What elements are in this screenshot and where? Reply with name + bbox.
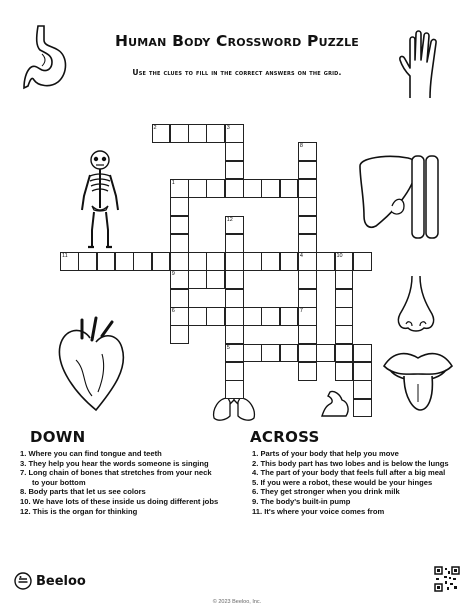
grid-cell[interactable] (225, 142, 244, 161)
down-clue: 12. This is the organ for thinking (20, 506, 138, 516)
grid-cell[interactable] (353, 380, 372, 399)
cell-number: 6 (171, 308, 175, 314)
nose-icon (394, 274, 438, 336)
grid-cell[interactable] (298, 344, 317, 363)
across-clue: 2. This body part has two lobes and is below the lungs (252, 458, 449, 468)
grid-cell[interactable] (170, 270, 189, 289)
grid-cell[interactable] (298, 197, 317, 216)
grid-cell[interactable] (152, 252, 171, 271)
grid-cell[interactable] (206, 179, 225, 198)
grid-cell[interactable] (225, 161, 244, 180)
grid-cell[interactable] (115, 252, 134, 271)
grid-cell[interactable] (261, 344, 280, 363)
cell-number: 7 (299, 308, 303, 314)
grid-cell[interactable] (335, 344, 354, 363)
grid-cell[interactable] (170, 307, 189, 326)
grid-cell[interactable] (280, 344, 299, 363)
grid-cell[interactable] (261, 307, 280, 326)
cell-number: 10 (336, 253, 343, 260)
grid-cell[interactable] (298, 270, 317, 289)
grid-cell[interactable] (225, 270, 244, 289)
heart-icon (52, 316, 132, 416)
liver-icon (356, 150, 448, 242)
grid-cell[interactable] (225, 252, 244, 271)
grid-cell[interactable] (243, 252, 262, 271)
cell-number: 8 (299, 143, 303, 150)
across-clue: 1. Parts of your body that help you move (252, 449, 399, 458)
grid-cell[interactable] (353, 344, 372, 363)
grid-cell[interactable] (298, 307, 317, 326)
down-clue: 1. Where you can find tongue and teeth (20, 449, 162, 458)
grid-cell[interactable] (170, 124, 189, 143)
grid-cell[interactable] (170, 234, 189, 253)
grid-cell[interactable] (335, 252, 354, 271)
bee-icon (14, 572, 32, 590)
grid-cell[interactable] (225, 289, 244, 308)
across-clue: 4. The part of your body that feels full after a big meal (252, 468, 446, 478)
across-clues (252, 449, 460, 516)
instructions: Use the clues to fill in the correct answers on the grid. (132, 68, 342, 77)
cell-number: 1 (171, 179, 175, 186)
down-clue: 7. Long chain of bones that stretches from your neck to your bottom (20, 468, 212, 487)
cell-number: 3 (226, 125, 230, 131)
grid-cell[interactable] (353, 252, 372, 271)
grid-cell[interactable] (97, 252, 116, 271)
grid-cell[interactable] (225, 179, 244, 198)
grid-cell[interactable] (298, 161, 317, 180)
grid-cell[interactable] (170, 325, 189, 344)
grid-cell[interactable] (298, 142, 317, 161)
grid-cell[interactable] (225, 216, 244, 235)
grid-cell[interactable] (188, 270, 207, 289)
grid-cell[interactable] (206, 307, 225, 326)
brand-name: Beeloo (36, 573, 86, 589)
grid-cell[interactable] (298, 216, 317, 235)
down-clues (20, 449, 220, 516)
grid-cell[interactable] (225, 362, 244, 381)
cell-number: 11 (62, 253, 68, 260)
grid-cell[interactable] (280, 307, 299, 326)
across-clue: 11. It's where your voice comes from (252, 506, 385, 516)
cell-number: 9 (171, 271, 175, 278)
grid-cell[interactable] (225, 307, 244, 326)
across-heading: ACROSS (250, 428, 320, 446)
grid-cell[interactable] (133, 252, 152, 271)
cell-number: 2 (153, 125, 157, 131)
grid-cell[interactable] (298, 234, 317, 253)
grid-cell[interactable] (243, 307, 262, 326)
stomach-icon (22, 24, 72, 96)
grid-cell[interactable] (188, 179, 207, 198)
page-title: Human Body Crossword Puzzle (114, 32, 360, 50)
grid-cell[interactable] (261, 252, 280, 271)
grid-cell[interactable] (60, 252, 79, 271)
grid-cell[interactable] (170, 216, 189, 235)
grid-cell[interactable] (206, 252, 225, 271)
grid-cell[interactable] (170, 197, 189, 216)
grid-cell[interactable] (243, 179, 262, 198)
across-clue: 5. If you were a robot, these would be your hinges (252, 477, 433, 487)
cell-number: 4 (299, 253, 303, 260)
grid-cell[interactable] (335, 270, 354, 289)
grid-cell[interactable] (225, 124, 244, 143)
grid-cell[interactable] (298, 362, 317, 381)
grid-cell[interactable] (152, 124, 171, 143)
grid-cell[interactable] (188, 124, 207, 143)
grid-cell[interactable] (206, 124, 225, 143)
grid-cell[interactable] (225, 344, 244, 363)
grid-cell[interactable] (243, 344, 262, 363)
grid-cell[interactable] (298, 289, 317, 308)
mouth-icon (380, 344, 456, 416)
skeleton-icon (76, 148, 124, 252)
down-heading: DOWN (30, 428, 86, 446)
down-clue: 10. We have lots of these inside us doing different jobs (20, 496, 219, 506)
brand-logo (14, 572, 86, 590)
copyright: © 2023 Beeloo, Inc. (212, 599, 262, 605)
grid-cell[interactable] (170, 289, 189, 308)
down-clue: 8. Body parts that let us see colors (20, 487, 146, 497)
cell-number: 5 (226, 344, 230, 351)
grid-cell[interactable] (298, 179, 317, 198)
grid-cell[interactable] (335, 325, 354, 344)
grid-cell[interactable] (206, 270, 225, 289)
grid-cell[interactable] (335, 289, 354, 308)
grid-cell[interactable] (298, 325, 317, 344)
grid-cell[interactable] (280, 179, 299, 198)
grid-cell[interactable] (353, 399, 372, 418)
down-clue: 3. They help you hear the words someone is singing (20, 458, 209, 468)
grid-cell[interactable] (188, 252, 207, 271)
grid-cell[interactable] (225, 234, 244, 253)
grid-cell[interactable] (335, 362, 354, 381)
grid-cell[interactable] (335, 307, 354, 326)
hand-icon (396, 28, 444, 100)
grid-cell[interactable] (170, 179, 189, 198)
grid-cell[interactable] (353, 362, 372, 381)
grid-cell[interactable] (78, 252, 97, 271)
grid-cell[interactable] (298, 252, 317, 271)
grid-cell[interactable] (225, 380, 244, 399)
grid-cell[interactable] (316, 252, 335, 271)
grid-cell[interactable] (280, 252, 299, 271)
grid-cell[interactable] (170, 252, 189, 271)
across-clue: 9. The body's built-in pump (252, 496, 351, 506)
cell-number: 12 (226, 216, 233, 223)
grid-cell[interactable] (316, 344, 335, 363)
grid-cell[interactable] (261, 179, 280, 198)
grid-cell[interactable] (188, 307, 207, 326)
grid-cell[interactable] (225, 325, 244, 344)
qr-code (434, 566, 460, 592)
arm-icon (318, 384, 352, 420)
across-clue: 6. They get stronger when you drink milk (252, 487, 400, 497)
